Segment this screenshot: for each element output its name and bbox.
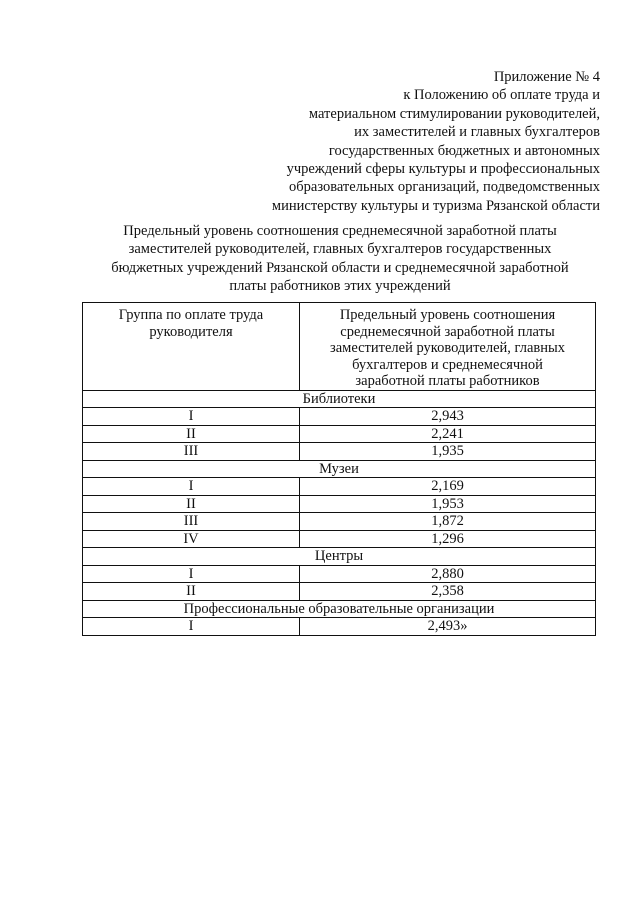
- value-cell: 2,169: [300, 478, 596, 496]
- appendix-line: материальном стимулировании руководителей,: [308, 105, 600, 122]
- table-body: [83, 390, 596, 635]
- table-row: [83, 618, 596, 636]
- table-row: [83, 583, 596, 601]
- title-line: Предельный уровень соотношения среднемесячной заработной платы: [123, 223, 557, 239]
- header-line: заработной платы работников: [355, 373, 540, 389]
- header-line: среднемесячной заработной платы: [340, 323, 555, 340]
- appendix-line: их заместителей и главных бухгалтеров: [354, 124, 600, 141]
- value-cell: 2,493»: [300, 618, 596, 636]
- table-row: [83, 565, 596, 583]
- header-line: руководителя: [149, 323, 233, 340]
- title-line: заместителей руководителей, главных бухгалтеров государственных: [128, 241, 552, 258]
- group-cell: I: [83, 478, 300, 496]
- group-cell: I: [83, 565, 300, 583]
- table-row: [83, 478, 596, 496]
- section-title: Библиотеки: [83, 390, 596, 408]
- level-column-header: [300, 303, 596, 391]
- group-cell: II: [83, 495, 300, 513]
- section-row: [83, 460, 596, 478]
- ratio-table: [82, 302, 596, 636]
- value-cell: 1,953: [300, 495, 596, 513]
- appendix-line: Приложение № 4: [493, 69, 600, 85]
- appendix-line: министерству культуры и туризма Рязанской области: [271, 197, 600, 214]
- title-line: платы работников этих учреждений: [229, 278, 451, 295]
- group-cell: IV: [83, 530, 300, 548]
- group-cell: II: [83, 583, 300, 601]
- value-cell: 2,943: [300, 408, 596, 426]
- value-cell: 1,872: [300, 513, 596, 531]
- section-row: [83, 548, 596, 566]
- title-line: бюджетных учреждений Рязанской области и среднемесячной заработной: [111, 259, 569, 276]
- appendix-header: [180, 68, 600, 215]
- group-cell: III: [83, 443, 300, 461]
- document-title: [80, 222, 600, 296]
- section-title: Центры: [83, 548, 596, 566]
- appendix-line: государственных бюджетных и автономных: [328, 142, 600, 159]
- appendix-line: к Положению об оплате труда и: [403, 87, 600, 104]
- value-cell: 2,241: [300, 425, 596, 443]
- group-cell: I: [83, 618, 300, 636]
- section-row: [83, 390, 596, 408]
- value-cell: 1,296: [300, 530, 596, 548]
- table-row: [83, 408, 596, 426]
- group-cell: I: [83, 408, 300, 426]
- header-line: Группа по оплате труда: [118, 307, 264, 323]
- value-cell: 2,358: [300, 583, 596, 601]
- header-line: Предельный уровень соотношения: [339, 307, 556, 323]
- table-row: [83, 530, 596, 548]
- header-line: заместителей руководителей, главных: [329, 340, 566, 356]
- section-row: [83, 600, 596, 618]
- table-header-row: [83, 303, 596, 391]
- group-cell: III: [83, 513, 300, 531]
- table-row: [83, 425, 596, 443]
- appendix-line: учреждений сферы культуры и профессиональных: [286, 161, 600, 178]
- value-cell: 1,935: [300, 443, 596, 461]
- appendix-line: образовательных организаций, подведомственных: [289, 179, 600, 196]
- section-title: Профессиональные образовательные организации: [83, 600, 596, 618]
- group-column-header: [83, 303, 300, 391]
- section-title: Музеи: [83, 460, 596, 478]
- group-cell: II: [83, 425, 300, 443]
- table-row: [83, 443, 596, 461]
- header-line: бухгалтеров и среднемесячной: [352, 356, 543, 373]
- value-cell: 2,880: [300, 565, 596, 583]
- table-row: [83, 495, 596, 513]
- table-row: [83, 513, 596, 531]
